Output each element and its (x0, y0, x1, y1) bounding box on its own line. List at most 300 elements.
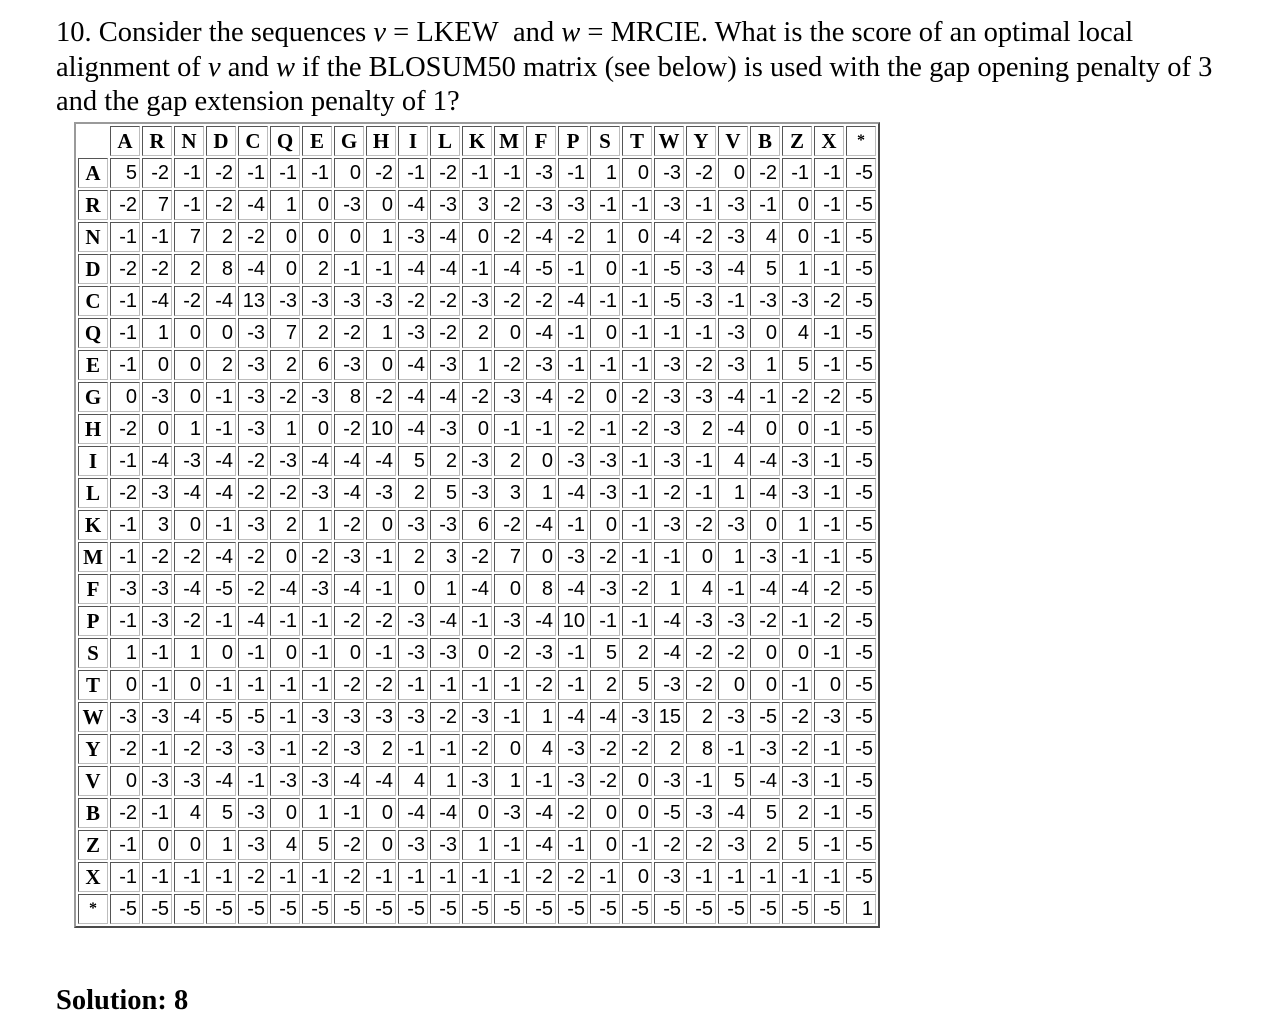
matrix-cell: -2 (782, 702, 812, 732)
matrix-cell: -1 (782, 606, 812, 636)
matrix-cell: -1 (654, 542, 684, 572)
matrix-cell: -5 (686, 894, 716, 924)
column-header: E (302, 126, 332, 156)
row-header: A (78, 158, 108, 188)
matrix-cell: -3 (174, 766, 204, 796)
matrix-cell: -1 (814, 862, 844, 892)
matrix-cell: -3 (558, 734, 588, 764)
matrix-cell: -1 (590, 606, 620, 636)
matrix-cell: -1 (686, 318, 716, 348)
matrix-cell: -1 (494, 158, 524, 188)
matrix-cell: -4 (142, 286, 172, 316)
matrix-cell: -1 (270, 702, 300, 732)
matrix-cell: -4 (494, 254, 524, 284)
matrix-cell: -3 (206, 734, 236, 764)
matrix-cell: 5 (302, 830, 332, 860)
column-header: P (558, 126, 588, 156)
matrix-cell: -2 (142, 158, 172, 188)
matrix-cell: -3 (238, 510, 268, 540)
matrix-cell: -1 (398, 670, 428, 700)
matrix-cell: -1 (590, 350, 620, 380)
matrix-cell: 0 (110, 670, 140, 700)
matrix-cell: -3 (494, 606, 524, 636)
matrix-cell: -1 (110, 222, 140, 252)
matrix-cell: -4 (654, 638, 684, 668)
matrix-cell: -3 (462, 702, 492, 732)
matrix-cell: 1 (590, 222, 620, 252)
matrix-cell: 7 (142, 190, 172, 220)
matrix-cell: -4 (174, 574, 204, 604)
matrix-cell: 1 (366, 222, 396, 252)
row-header: D (78, 254, 108, 284)
matrix-cell: -3 (718, 190, 748, 220)
matrix-cell: -5 (846, 830, 876, 860)
matrix-cell: -1 (398, 158, 428, 188)
matrix-cell: -3 (334, 702, 364, 732)
matrix-cell: -1 (782, 542, 812, 572)
matrix-cell: 0 (302, 414, 332, 444)
matrix-cell: -2 (174, 734, 204, 764)
matrix-cell: 2 (750, 830, 780, 860)
matrix-cell: -3 (270, 446, 300, 476)
matrix-cell: -1 (622, 478, 652, 508)
blosum50-table (76, 124, 878, 926)
matrix-row (78, 702, 876, 732)
matrix-cell: 0 (622, 158, 652, 188)
matrix-cell: -1 (494, 670, 524, 700)
matrix-cell: -4 (206, 766, 236, 796)
matrix-cell: -1 (622, 510, 652, 540)
matrix-cell: 1 (430, 766, 460, 796)
matrix-cell: -2 (334, 510, 364, 540)
matrix-cell: -2 (654, 830, 684, 860)
matrix-cell: -1 (558, 350, 588, 380)
matrix-cell: -1 (110, 446, 140, 476)
matrix-cell: -1 (270, 862, 300, 892)
matrix-row (78, 574, 876, 604)
matrix-cell: -3 (654, 350, 684, 380)
matrix-cell: -3 (142, 382, 172, 412)
matrix-row (78, 222, 876, 252)
matrix-cell: -1 (750, 190, 780, 220)
matrix-cell: -1 (558, 510, 588, 540)
matrix-cell: 2 (398, 542, 428, 572)
column-header: T (622, 126, 652, 156)
matrix-cell: -4 (526, 606, 556, 636)
matrix-cell: -3 (142, 766, 172, 796)
matrix-cell: 1 (302, 510, 332, 540)
matrix-cell: -4 (430, 254, 460, 284)
matrix-cell: -2 (238, 478, 268, 508)
matrix-cell: 0 (686, 542, 716, 572)
matrix-cell: -2 (686, 222, 716, 252)
matrix-cell: -2 (686, 670, 716, 700)
matrix-cell: -1 (654, 318, 684, 348)
matrix-row (78, 350, 876, 380)
matrix-cell: -2 (686, 830, 716, 860)
matrix-cell: -3 (494, 798, 524, 828)
matrix-row (78, 190, 876, 220)
column-header: L (430, 126, 460, 156)
w-symbol-ref: w (276, 51, 296, 83)
matrix-cell: 1 (718, 542, 748, 572)
matrix-cell: -2 (590, 766, 620, 796)
matrix-cell: -2 (686, 510, 716, 540)
matrix-cell: 0 (174, 670, 204, 700)
matrix-cell: 0 (142, 350, 172, 380)
matrix-cell: -1 (686, 862, 716, 892)
matrix-cell: -1 (462, 670, 492, 700)
column-header: F (526, 126, 556, 156)
matrix-cell: -2 (302, 542, 332, 572)
matrix-cell: -1 (686, 190, 716, 220)
matrix-cell: -1 (206, 670, 236, 700)
matrix-cell: 5 (622, 670, 652, 700)
matrix-cell: -2 (622, 414, 652, 444)
matrix-cell: -3 (750, 542, 780, 572)
row-header: C (78, 286, 108, 316)
matrix-row (78, 286, 876, 316)
matrix-cell: 0 (174, 510, 204, 540)
matrix-cell: -4 (718, 382, 748, 412)
matrix-cell: -1 (814, 510, 844, 540)
matrix-cell: 1 (206, 830, 236, 860)
matrix-cell: -3 (334, 350, 364, 380)
matrix-cell: -3 (686, 382, 716, 412)
matrix-cell: -2 (814, 606, 844, 636)
matrix-cell: -1 (622, 286, 652, 316)
matrix-cell: -4 (558, 286, 588, 316)
matrix-cell: -1 (302, 638, 332, 668)
matrix-cell: -5 (206, 574, 236, 604)
matrix-cell: -3 (110, 574, 140, 604)
matrix-cell: -3 (782, 286, 812, 316)
matrix-cell: -2 (270, 382, 300, 412)
matrix-cell: -3 (302, 702, 332, 732)
matrix-cell: -5 (174, 894, 204, 924)
matrix-cell: -1 (494, 414, 524, 444)
matrix-cell: -1 (558, 318, 588, 348)
matrix-cell: -3 (654, 158, 684, 188)
matrix-cell: 0 (270, 542, 300, 572)
matrix-cell: 1 (526, 702, 556, 732)
matrix-cell: -3 (686, 286, 716, 316)
matrix-row (78, 158, 876, 188)
matrix-cell: -2 (686, 638, 716, 668)
column-header: A (110, 126, 140, 156)
matrix-cell: -3 (398, 638, 428, 668)
matrix-cell: -3 (302, 574, 332, 604)
matrix-cell: -1 (366, 542, 396, 572)
matrix-cell: -3 (142, 574, 172, 604)
matrix-cell: -1 (750, 382, 780, 412)
matrix-cell: -4 (718, 254, 748, 284)
matrix-row (78, 446, 876, 476)
matrix-cell: -2 (334, 414, 364, 444)
row-header: R (78, 190, 108, 220)
matrix-cell: -5 (750, 702, 780, 732)
matrix-cell: -1 (110, 830, 140, 860)
matrix-cell: -1 (110, 862, 140, 892)
matrix-cell: -4 (398, 798, 428, 828)
matrix-cell: 1 (846, 894, 876, 924)
matrix-cell: -5 (494, 894, 524, 924)
question-and1: and (512, 17, 555, 48)
matrix-cell: 3 (462, 190, 492, 220)
matrix-cell: -3 (718, 222, 748, 252)
matrix-cell: -2 (462, 382, 492, 412)
matrix-cell: -3 (302, 478, 332, 508)
matrix-cell: -4 (398, 414, 428, 444)
matrix-cell: 0 (526, 542, 556, 572)
matrix-cell: 10 (366, 414, 396, 444)
matrix-cell: 5 (398, 446, 428, 476)
matrix-cell: -2 (174, 542, 204, 572)
column-header: Y (686, 126, 716, 156)
matrix-cell: -2 (270, 478, 300, 508)
row-header: B (78, 798, 108, 828)
matrix-cell: 1 (430, 574, 460, 604)
matrix-cell: -4 (750, 574, 780, 604)
matrix-cell: -2 (366, 670, 396, 700)
column-header: I (398, 126, 428, 156)
matrix-cell: -4 (526, 382, 556, 412)
matrix-cell: -1 (302, 862, 332, 892)
matrix-cell: -1 (398, 862, 428, 892)
column-header: K (462, 126, 492, 156)
matrix-cell: 0 (750, 318, 780, 348)
matrix-cell: -3 (654, 414, 684, 444)
matrix-cell: -1 (622, 190, 652, 220)
matrix-cell: -3 (462, 446, 492, 476)
matrix-cell: -3 (750, 734, 780, 764)
matrix-cell: -2 (238, 862, 268, 892)
matrix-cell: -4 (206, 542, 236, 572)
matrix-cell: -1 (430, 670, 460, 700)
matrix-cell: -4 (718, 798, 748, 828)
matrix-cell: 4 (750, 222, 780, 252)
matrix-cell: 0 (462, 222, 492, 252)
matrix-cell: -1 (814, 446, 844, 476)
matrix-cell: 1 (174, 638, 204, 668)
matrix-cell: 4 (526, 734, 556, 764)
matrix-cell: 0 (750, 510, 780, 540)
matrix-cell: 0 (590, 830, 620, 860)
matrix-cell: -2 (814, 286, 844, 316)
matrix-row (78, 606, 876, 636)
matrix-cell: -1 (814, 542, 844, 572)
matrix-cell: -1 (206, 414, 236, 444)
row-header: * (78, 894, 108, 924)
matrix-cell: -1 (366, 254, 396, 284)
matrix-cell: 0 (750, 638, 780, 668)
matrix-cell: 1 (782, 510, 812, 540)
matrix-cell: 2 (270, 510, 300, 540)
matrix-cell: -1 (174, 862, 204, 892)
matrix-cell: -3 (142, 606, 172, 636)
matrix-cell: 6 (462, 510, 492, 540)
matrix-cell: -3 (366, 702, 396, 732)
matrix-cell: -1 (206, 606, 236, 636)
matrix-cell: -4 (206, 446, 236, 476)
matrix-cell: -1 (238, 766, 268, 796)
matrix-cell: -3 (270, 766, 300, 796)
matrix-cell: -4 (398, 190, 428, 220)
matrix-cell: -2 (110, 254, 140, 284)
column-header: X (814, 126, 844, 156)
matrix-cell: -2 (718, 638, 748, 668)
matrix-cell: -3 (814, 702, 844, 732)
matrix-cell: -1 (206, 862, 236, 892)
matrix-cell: -1 (142, 798, 172, 828)
matrix-cell: -2 (334, 862, 364, 892)
matrix-cell: -4 (206, 478, 236, 508)
matrix-cell: -3 (334, 190, 364, 220)
matrix-cell: -1 (238, 638, 268, 668)
matrix-cell: -1 (334, 798, 364, 828)
matrix-cell: -5 (654, 798, 684, 828)
matrix-cell: -1 (174, 158, 204, 188)
matrix-cell: -3 (782, 446, 812, 476)
matrix-cell: -3 (366, 478, 396, 508)
matrix-cell: -1 (142, 222, 172, 252)
matrix-cell: 2 (782, 798, 812, 828)
matrix-cell: 0 (302, 222, 332, 252)
matrix-cell: -2 (526, 286, 556, 316)
row-header: T (78, 670, 108, 700)
matrix-cell: -3 (238, 350, 268, 380)
matrix-cell: -5 (526, 894, 556, 924)
matrix-cell: -4 (718, 414, 748, 444)
matrix-cell: -1 (558, 830, 588, 860)
matrix-cell: 0 (782, 190, 812, 220)
matrix-cell: -4 (750, 766, 780, 796)
matrix-cell: -4 (526, 510, 556, 540)
matrix-cell: -2 (494, 638, 524, 668)
matrix-cell: -1 (110, 542, 140, 572)
matrix-cell: -3 (398, 222, 428, 252)
matrix-cell: -3 (366, 286, 396, 316)
column-header: Z (782, 126, 812, 156)
matrix-cell: -3 (750, 286, 780, 316)
matrix-cell: -2 (782, 734, 812, 764)
matrix-cell: 1 (302, 798, 332, 828)
matrix-cell: 0 (590, 510, 620, 540)
matrix-cell: -5 (846, 446, 876, 476)
matrix-cell: 0 (750, 414, 780, 444)
matrix-cell: -2 (206, 158, 236, 188)
matrix-cell: -4 (366, 766, 396, 796)
row-header: N (78, 222, 108, 252)
matrix-cell: -4 (558, 574, 588, 604)
matrix-cell: -1 (462, 254, 492, 284)
matrix-cell: -3 (654, 510, 684, 540)
matrix-cell: -3 (142, 478, 172, 508)
row-header: L (78, 478, 108, 508)
matrix-cell: -1 (814, 798, 844, 828)
matrix-row (78, 318, 876, 348)
matrix-cell: -1 (174, 190, 204, 220)
matrix-cell: -4 (430, 222, 460, 252)
matrix-cell: -1 (814, 254, 844, 284)
matrix-cell: -1 (622, 830, 652, 860)
matrix-cell: -1 (814, 414, 844, 444)
matrix-cell: -4 (558, 478, 588, 508)
matrix-cell: -2 (366, 606, 396, 636)
matrix-cell: -1 (622, 446, 652, 476)
matrix-cell: 1 (270, 414, 300, 444)
matrix-cell: -4 (526, 830, 556, 860)
matrix-cell: -5 (622, 894, 652, 924)
matrix-cell: -1 (462, 606, 492, 636)
matrix-cell: -2 (430, 702, 460, 732)
column-header: * (846, 126, 876, 156)
matrix-cell: -4 (334, 446, 364, 476)
matrix-cell: -1 (110, 286, 140, 316)
v-symbol-ref: v (207, 51, 221, 83)
matrix-cell: -3 (590, 478, 620, 508)
matrix-cell: 0 (462, 638, 492, 668)
matrix-cell: -1 (718, 286, 748, 316)
matrix-cell: -5 (846, 702, 876, 732)
row-header: Y (78, 734, 108, 764)
matrix-cell: -2 (430, 318, 460, 348)
matrix-cell: -4 (654, 222, 684, 252)
matrix-cell: -3 (110, 702, 140, 732)
matrix-cell: -2 (558, 798, 588, 828)
matrix-cell: -3 (302, 382, 332, 412)
matrix-cell: 0 (366, 830, 396, 860)
matrix-cell: 8 (206, 254, 236, 284)
row-header: I (78, 446, 108, 476)
matrix-cell: 0 (270, 798, 300, 828)
matrix-cell: -3 (430, 190, 460, 220)
matrix-cell: -1 (270, 158, 300, 188)
w-symbol: w (561, 17, 581, 48)
row-header: F (78, 574, 108, 604)
matrix-cell: 0 (366, 798, 396, 828)
row-header: P (78, 606, 108, 636)
matrix-cell: -1 (686, 766, 716, 796)
matrix-cell: -1 (622, 318, 652, 348)
matrix-cell: 0 (174, 830, 204, 860)
matrix-cell: -2 (462, 542, 492, 572)
matrix-cell: -5 (846, 254, 876, 284)
matrix-cell: -1 (590, 862, 620, 892)
column-header: S (590, 126, 620, 156)
matrix-cell: -5 (654, 286, 684, 316)
matrix-cell: -4 (238, 190, 268, 220)
question-part1: Consider the sequences (98, 17, 367, 48)
matrix-cell: -1 (366, 638, 396, 668)
matrix-cell: -5 (558, 894, 588, 924)
matrix-cell: -1 (782, 862, 812, 892)
matrix-cell: -3 (398, 510, 428, 540)
matrix-cell: 1 (110, 638, 140, 668)
matrix-cell: -3 (590, 446, 620, 476)
matrix-cell: 2 (302, 318, 332, 348)
question-and2: and (227, 51, 269, 83)
matrix-cell: -1 (558, 254, 588, 284)
matrix-cell: -4 (430, 798, 460, 828)
matrix-cell: 0 (590, 798, 620, 828)
matrix-cell: 0 (206, 638, 236, 668)
matrix-cell: -3 (622, 702, 652, 732)
matrix-row (78, 510, 876, 540)
matrix-cell: -1 (814, 830, 844, 860)
matrix-cell: -5 (334, 894, 364, 924)
matrix-cell: 2 (398, 478, 428, 508)
